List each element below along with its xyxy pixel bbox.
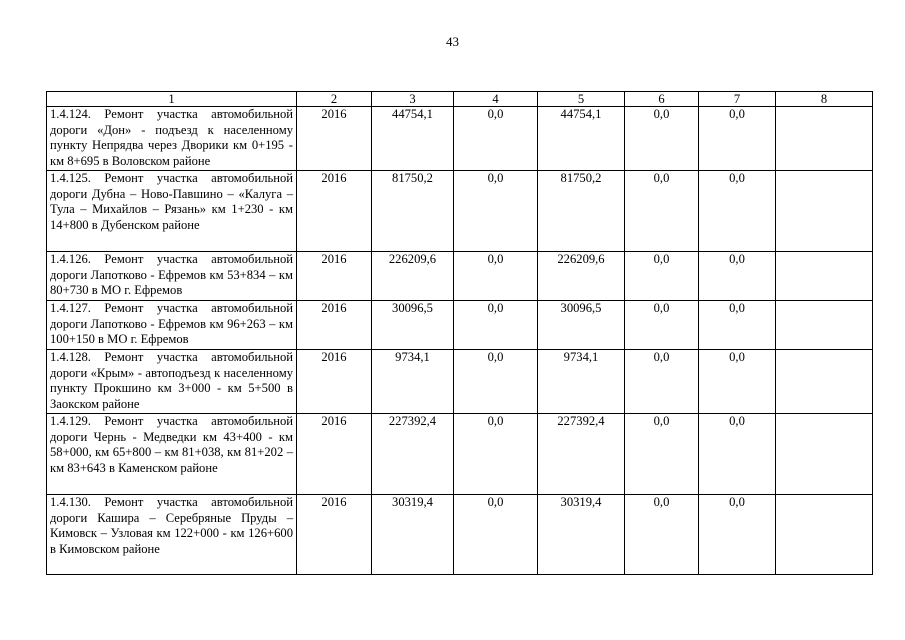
amount-cell: 0,0 <box>625 171 699 252</box>
amount-cell: 0,0 <box>625 252 699 301</box>
year-cell: 2016 <box>297 495 372 575</box>
amount-cell: 30319,4 <box>372 495 454 575</box>
amount-cell: 9734,1 <box>372 350 454 414</box>
road-repair-description: 1.4.125. Ремонт участка автомобильной дороги Дубна – Ново-Павшино – «Калуга – Тула – Михайлов – Рязань» км 1+230 - км 14+800 в Дубенском районе <box>47 171 297 252</box>
year-cell: 2016 <box>297 252 372 301</box>
road-repair-description: 1.4.128. Ремонт участка автомобильной дороги «Крым» - автоподъезд к населенному пункту Прокшино км 3+000 - км 5+500 в Заокском районе <box>47 350 297 414</box>
amount-cell: 0,0 <box>625 350 699 414</box>
amount-cell: 0,0 <box>454 414 538 495</box>
road-repair-description: 1.4.126. Ремонт участка автомобильной дороги Лапотково - Ефремов км 53+834 – км 80+730 в МО г. Ефремов <box>47 252 297 301</box>
amount-cell: 0,0 <box>625 301 699 350</box>
amount-cell: 44754,1 <box>538 107 625 171</box>
notes-cell <box>776 301 873 350</box>
amount-cell: 0,0 <box>699 414 776 495</box>
road-repair-description: 1.4.124. Ремонт участка автомобильной дороги «Дон» - подъезд к населенному пункту Непрядва через Дворики км 0+195 - км 8+695 в Воловском районе <box>47 107 297 171</box>
amount-cell: 0,0 <box>625 414 699 495</box>
year-cell: 2016 <box>297 301 372 350</box>
road-repair-description: 1.4.129. Ремонт участка автомобильной дороги Чернь - Медведки км 43+400 - км 58+000, км 65+800 – км 81+038, км 81+202 – км 83+643 в Каменском районе <box>47 414 297 495</box>
amount-cell: 30096,5 <box>538 301 625 350</box>
year-cell: 2016 <box>297 350 372 414</box>
amount-cell: 81750,2 <box>538 171 625 252</box>
column-header: 8 <box>776 92 873 107</box>
amount-cell: 9734,1 <box>538 350 625 414</box>
column-header: 5 <box>538 92 625 107</box>
table-row <box>47 301 873 350</box>
year-cell: 2016 <box>297 107 372 171</box>
amount-cell: 30096,5 <box>372 301 454 350</box>
column-header: 2 <box>297 92 372 107</box>
table-row <box>47 414 873 495</box>
page-number: 43 <box>446 34 459 49</box>
amount-cell: 81750,2 <box>372 171 454 252</box>
amount-cell: 0,0 <box>454 252 538 301</box>
column-header: 3 <box>372 92 454 107</box>
amount-cell: 0,0 <box>699 171 776 252</box>
notes-cell <box>776 414 873 495</box>
amount-cell: 0,0 <box>699 350 776 414</box>
column-header: 7 <box>699 92 776 107</box>
budget-table <box>46 91 873 575</box>
road-repair-description: 1.4.127. Ремонт участка автомобильной дороги Лапотково - Ефремов км 96+263 – км 100+150 в МО г. Ефремов <box>47 301 297 350</box>
table-row <box>47 350 873 414</box>
amount-cell: 0,0 <box>454 107 538 171</box>
amount-cell: 44754,1 <box>372 107 454 171</box>
amount-cell: 0,0 <box>625 495 699 575</box>
table-row <box>47 107 873 171</box>
amount-cell: 0,0 <box>454 301 538 350</box>
road-repair-description: 1.4.130. Ремонт участка автомобильной дороги Кашира – Серебряные Пруды – Кимовск – Узловая км 122+000 - км 126+600 в Кимовском районе <box>47 495 297 575</box>
year-cell: 2016 <box>297 171 372 252</box>
amount-cell: 30319,4 <box>538 495 625 575</box>
year-cell: 2016 <box>297 414 372 495</box>
table-row <box>47 495 873 575</box>
column-header: 4 <box>454 92 538 107</box>
notes-cell <box>776 495 873 575</box>
amount-cell: 226209,6 <box>372 252 454 301</box>
amount-cell: 226209,6 <box>538 252 625 301</box>
table-row <box>47 171 873 252</box>
column-header: 1 <box>47 92 297 107</box>
table-row <box>47 252 873 301</box>
amount-cell: 0,0 <box>699 301 776 350</box>
amount-cell: 0,0 <box>699 107 776 171</box>
amount-cell: 0,0 <box>625 107 699 171</box>
table-header-row <box>47 92 873 107</box>
column-header: 6 <box>625 92 699 107</box>
notes-cell <box>776 107 873 171</box>
amount-cell: 0,0 <box>699 252 776 301</box>
amount-cell: 0,0 <box>699 495 776 575</box>
amount-cell: 0,0 <box>454 350 538 414</box>
amount-cell: 227392,4 <box>538 414 625 495</box>
amount-cell: 0,0 <box>454 495 538 575</box>
notes-cell <box>776 350 873 414</box>
notes-cell <box>776 252 873 301</box>
notes-cell <box>776 171 873 252</box>
amount-cell: 0,0 <box>454 171 538 252</box>
amount-cell: 227392,4 <box>372 414 454 495</box>
